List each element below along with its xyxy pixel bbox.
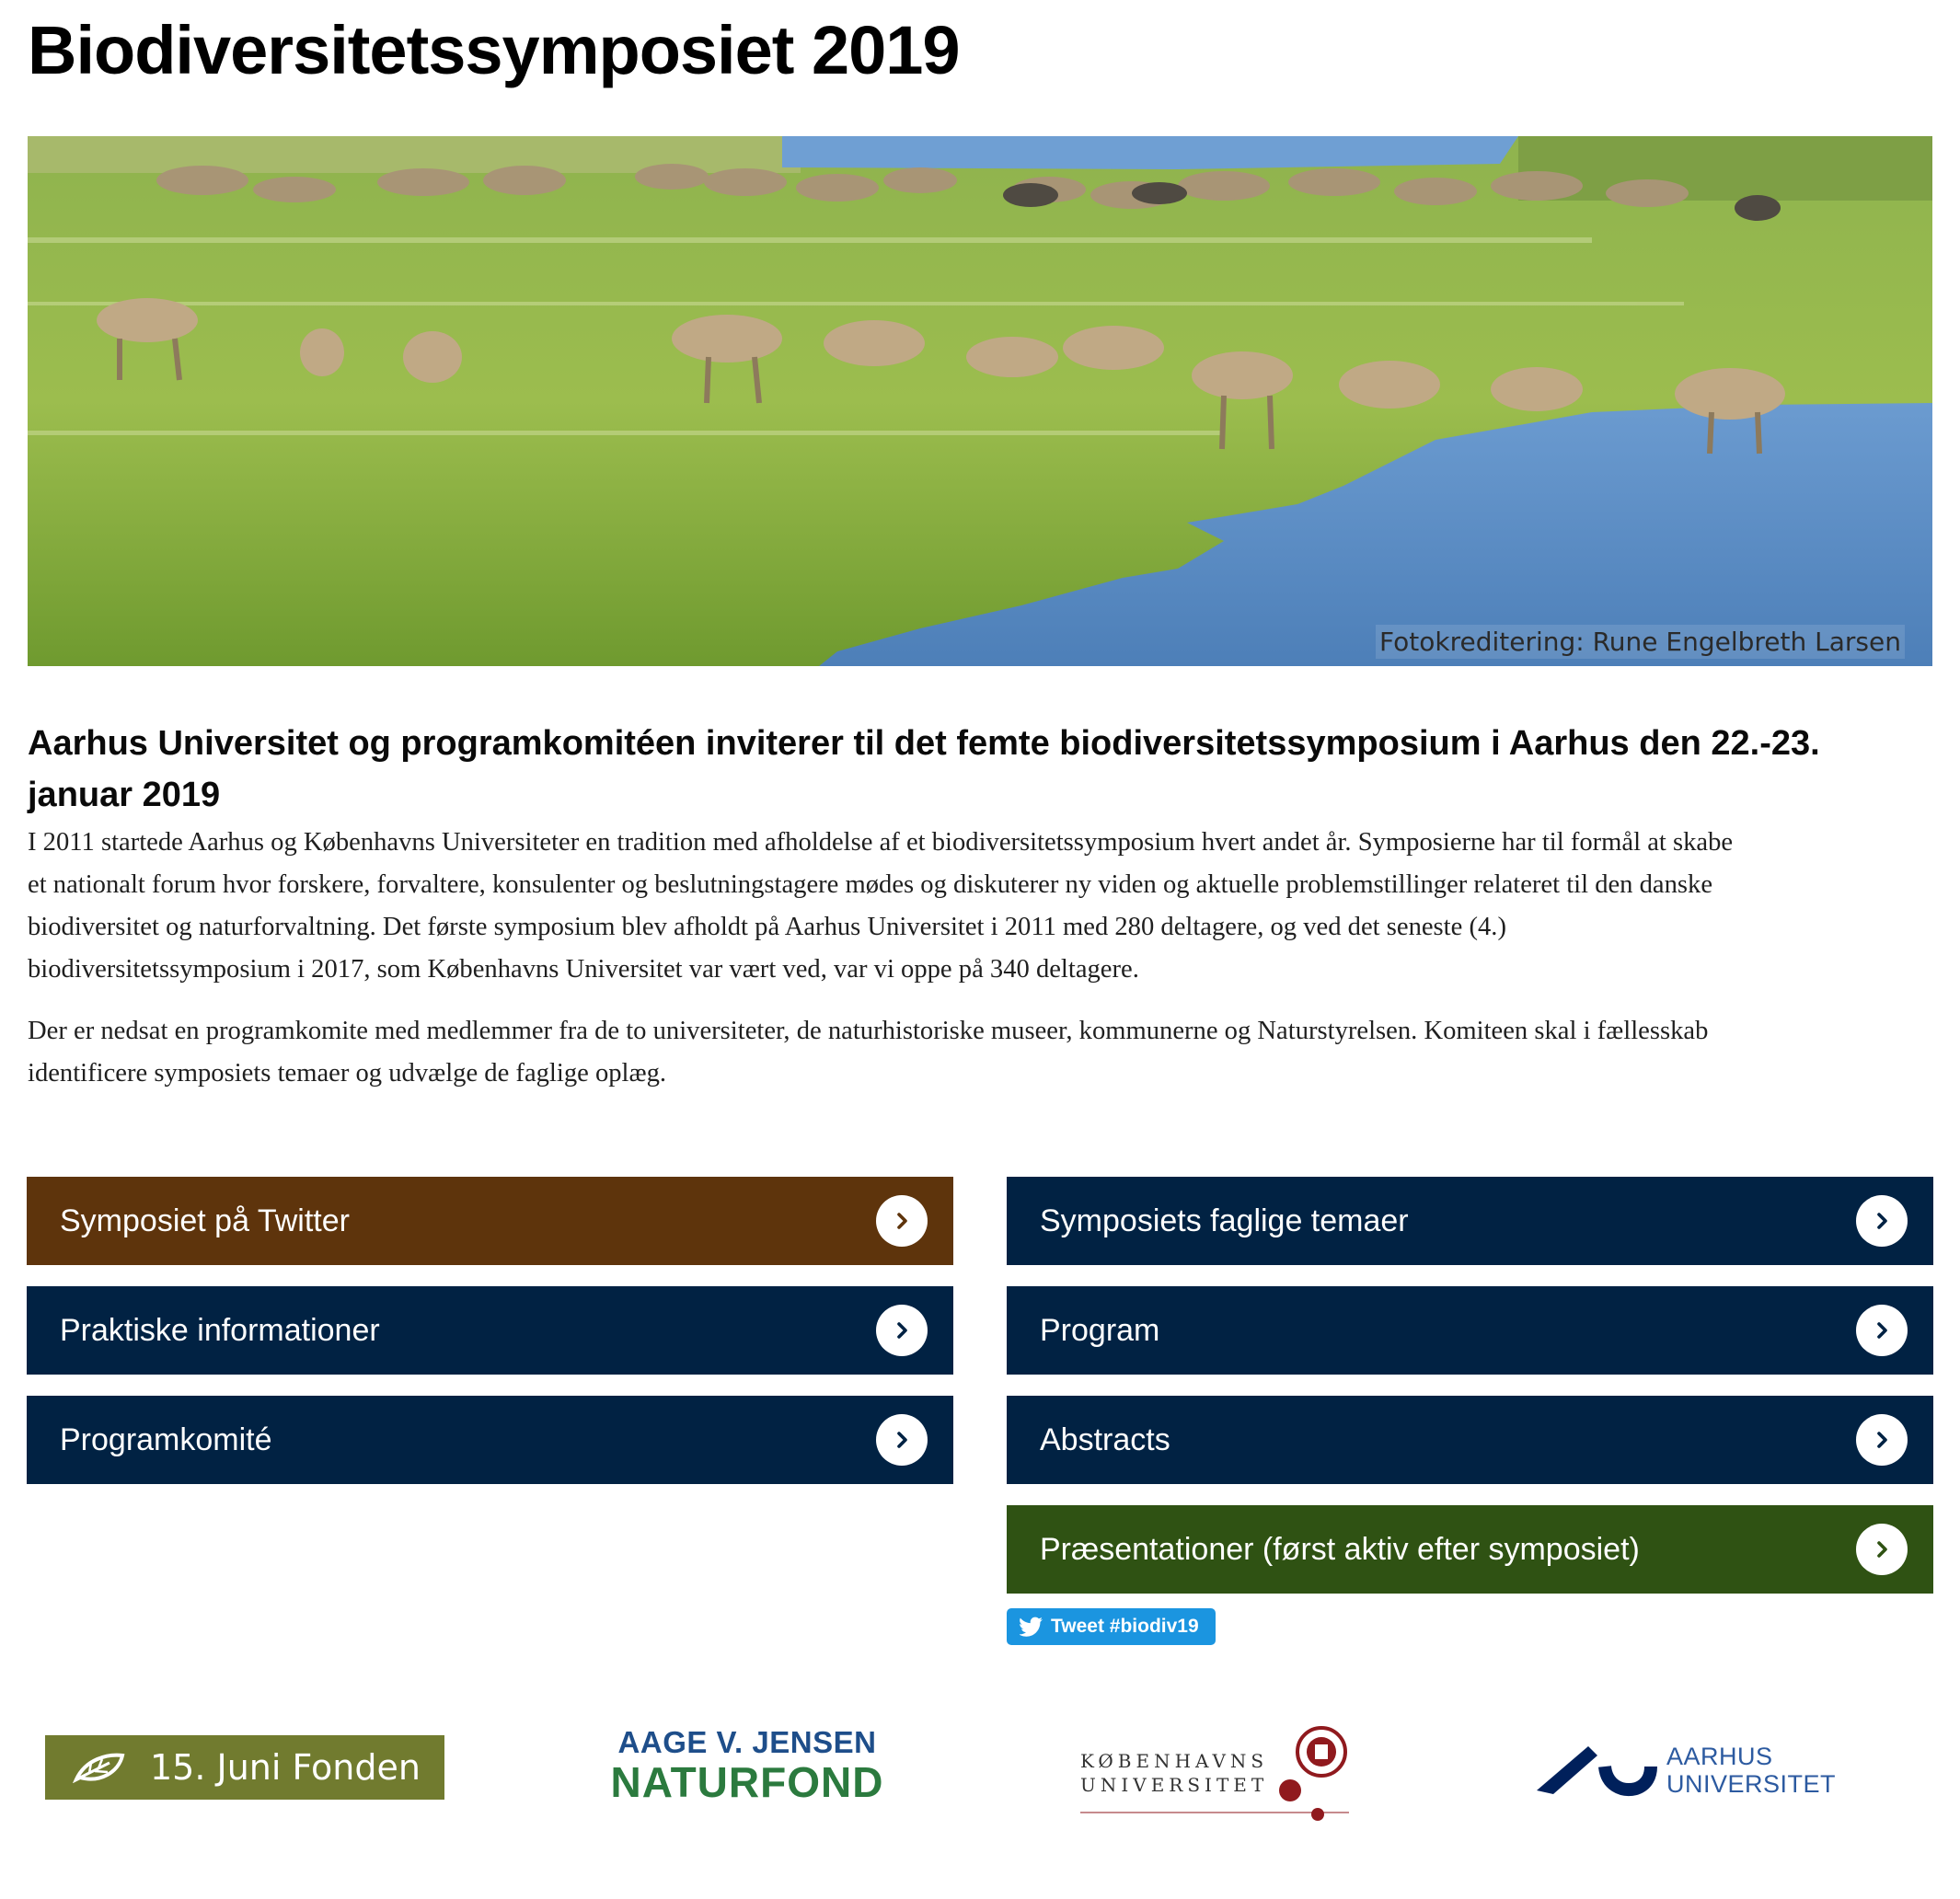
chevron-right-icon (876, 1195, 928, 1247)
link-label: Præsentationer (først aktiv efter symposiet) (1040, 1531, 1640, 1567)
link-programkomite[interactable] (27, 1396, 953, 1484)
leaf-icon (73, 1752, 126, 1783)
au-arc-icon (1533, 1739, 1662, 1803)
link-label: Abstracts (1040, 1421, 1170, 1457)
link-label: Symposiet på Twitter (60, 1203, 350, 1238)
logo-koebenhavns-universitet[interactable] (1077, 1724, 1353, 1825)
logo-text: NATURFOND (610, 1758, 884, 1806)
link-abstracts[interactable] (1007, 1396, 1933, 1484)
chevron-right-icon (876, 1305, 928, 1356)
link-praktiske-informationer[interactable] (27, 1286, 953, 1375)
logo-text: UNIVERSITET (1080, 1774, 1269, 1796)
paragraph-line: biodiversitet og naturforvaltning. Det første symposium blev afholdt på Aarhus Universitet i 2011 med 280 deltagere, og ved det seneste (4.) (28, 913, 1506, 941)
paragraph-line: Der er nedsat en programkomite med medlemmer fra de to universiteter, de naturhistoriske museer, kommunerne og Naturstyrelsen. Komiteen skal i fællesskab (28, 1017, 1709, 1045)
link-label: Praktiske informationer (60, 1312, 380, 1348)
link-faglige-temaer[interactable] (1007, 1177, 1933, 1265)
chevron-right-icon (876, 1414, 928, 1466)
tweet-label: Tweet #biodiv19 (1051, 1616, 1199, 1637)
chevron-right-icon (1856, 1195, 1908, 1247)
chevron-right-icon (1856, 1524, 1908, 1575)
link-program[interactable] (1007, 1286, 1933, 1375)
link-label: Programkomité (60, 1421, 272, 1457)
committee-paragraph (28, 1010, 1937, 1095)
intro-paragraph (28, 822, 1937, 991)
tweet-button[interactable] (1007, 1608, 1216, 1645)
logo-text: UNIVERSITET (1666, 1770, 1837, 1798)
link-label: Program (1040, 1312, 1160, 1348)
logo-text: AARHUS (1666, 1743, 1773, 1770)
link-twitter[interactable] (27, 1177, 953, 1265)
logo-aage-v-jensen-naturfond[interactable] (605, 1724, 890, 1807)
logo-text: AAGE V. JENSEN (617, 1725, 877, 1759)
logo-text: KØBENHAVNS (1080, 1750, 1269, 1772)
hero-image (28, 136, 1932, 666)
paragraph-line: et nationalt forum hvor forskere, forvaltere, konsulenter og beslutningstagere mødes og diskuterer ny viden og aktuelle problemstillinger relateret til den danske (28, 870, 1713, 899)
logo-text: 15. Juni Fonden (150, 1747, 421, 1788)
chevron-right-icon (1856, 1414, 1908, 1466)
horses-landscape-photo (28, 136, 1932, 666)
twitter-bird-icon (1020, 1617, 1043, 1637)
link-label: Symposiets faglige temaer (1040, 1203, 1409, 1238)
link-praesentationer[interactable] (1007, 1505, 1933, 1594)
chevron-right-icon (1856, 1305, 1908, 1356)
ku-seal-icon (1077, 1724, 1353, 1825)
page-title: Biodiversitetssymposiet 2019 (28, 12, 960, 88)
paragraph-line: identificere symposiets temaer og udvælge de faglige oplæg. (28, 1059, 667, 1088)
paragraph-line: I 2011 startede Aarhus og Københavns Universiteter en tradition med afholdelse af et biodiversitetssymposium hvert andet år. Symposierne har til formål at skabe (28, 828, 1734, 857)
logo-aarhus-universitet[interactable] (1533, 1739, 1837, 1803)
intro-heading: Aarhus Universitet og programkomitéen inviterer til det femte biodiversitetssymposium i Aarhus den 22.-23. januar 2019 (28, 724, 1820, 814)
paragraph-line: biodiversitetssymposium i 2017, som Københavns Universitet var vært ved, var vi oppe på 340 deltagere. (28, 955, 1139, 984)
logo-15-juni-fonden[interactable] (45, 1735, 444, 1800)
photo-credit: Fotokreditering: Rune Engelbreth Larsen (1376, 625, 1905, 659)
